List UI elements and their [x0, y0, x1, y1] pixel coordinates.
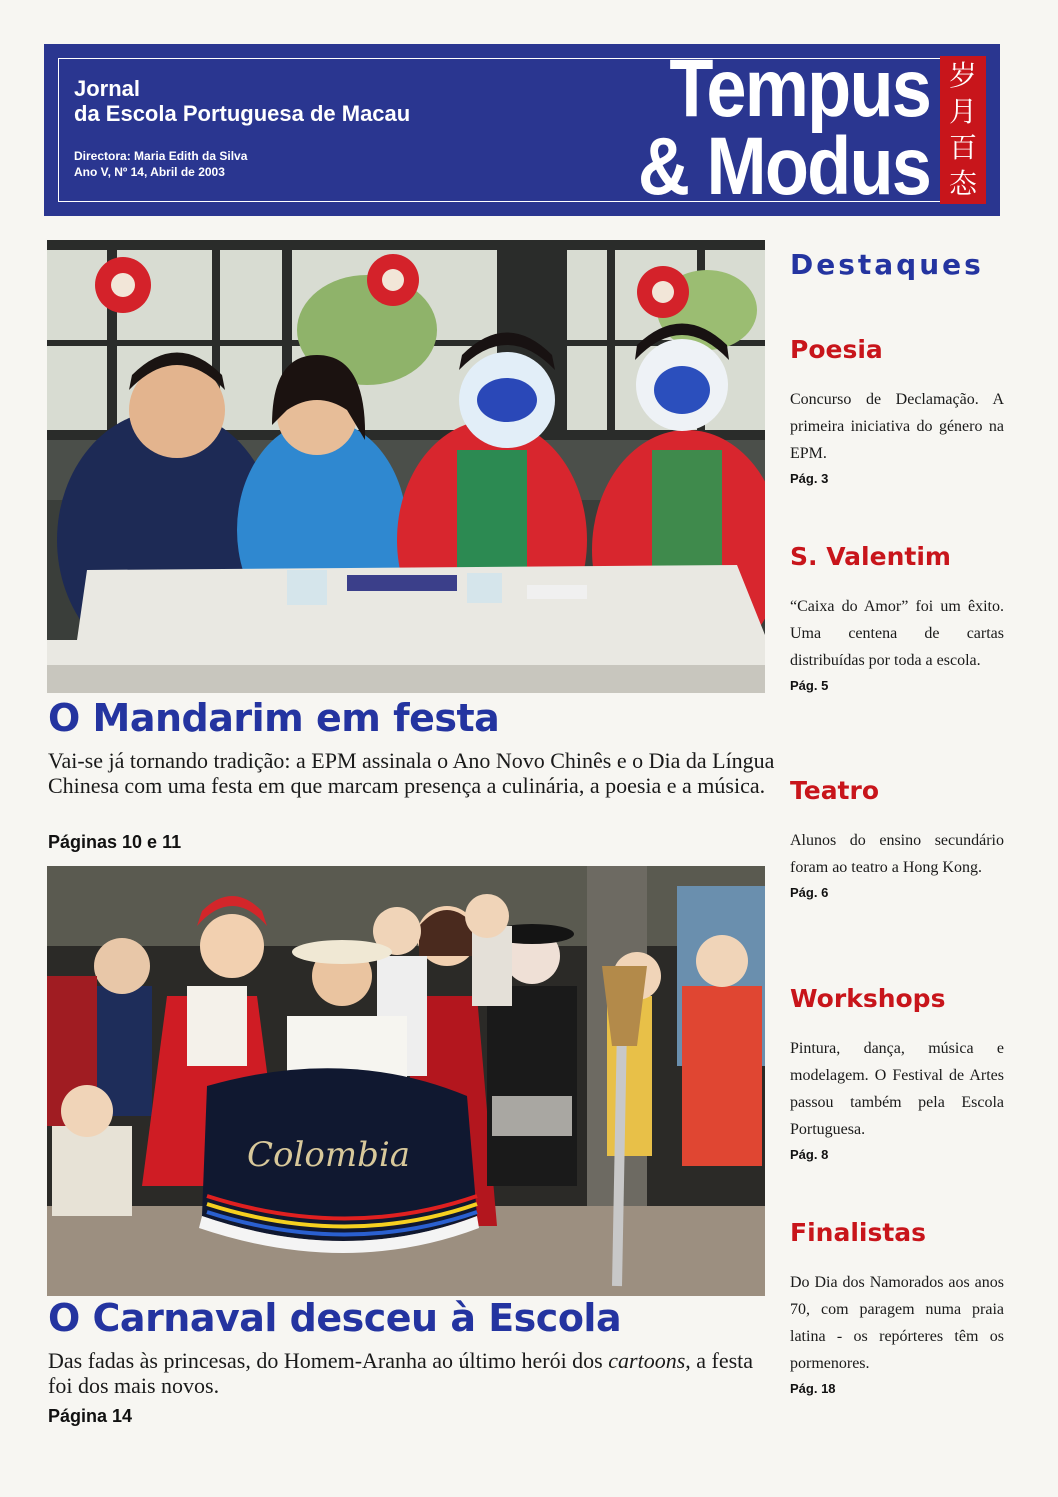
chinese-char: 百 [948, 131, 977, 164]
school-name: da Escola Portuguesa de Macau [74, 101, 411, 126]
highlight-poesia [790, 335, 1004, 486]
highlight-heading: Workshops [790, 984, 946, 1013]
highlight-page: Pág. 8 [790, 1147, 829, 1162]
highlight-page: Pág. 3 [790, 471, 829, 486]
highlight-page: Pág. 18 [790, 1381, 836, 1396]
chinese-char: 月 [948, 95, 977, 128]
story2-page-ref: Página 14 [48, 1406, 133, 1426]
highlight-text: Do Dia dos Namorados aos anos 70, com paragem numa praia latina - os repórteres têm os pormenores. [790, 1274, 1004, 1372]
story1-headline: O Mandarim em festa [48, 696, 500, 740]
highlight-heading: Poesia [790, 335, 883, 364]
director-line: Directora: Maria Edith da Silva [74, 149, 248, 163]
highlight-text: Alunos do ensino secundário foram ao teatro a Hong Kong. [790, 832, 1004, 876]
story2-headline: O Carnaval desceu à Escola [48, 1296, 622, 1340]
highlight-heading: Teatro [790, 776, 880, 805]
highlights-title: Destaques [790, 248, 984, 281]
issue-line: Ano V, Nº 14, Abril de 2003 [74, 165, 225, 179]
highlight-workshops [790, 984, 1004, 1162]
highlight-s-valentim [790, 542, 1004, 693]
chinese-title-box [940, 56, 986, 204]
highlight-text: Pintura, dança, música e modelagem. O Festival de Artes passou também pela Escola Portuguesa. [790, 1040, 1004, 1138]
title-line-1: Tempus [669, 43, 930, 134]
highlight-text: Concurso de Declamação. A primeira iniciativa do género na EPM. [790, 391, 1004, 462]
title-line-2: & Modus [637, 121, 930, 212]
carnival-photo [47, 866, 765, 1296]
masthead [44, 44, 1000, 216]
highlights-sidebar [790, 240, 1004, 1396]
story2-lead: Das fadas às princesas, do Homem-Aranha ao último herói dos cartoons, a festa foi dos mais novos. [48, 1348, 754, 1398]
mandarin-festival-photo [47, 240, 765, 693]
highlight-finalistas [790, 1218, 1004, 1396]
story1-page-ref: Páginas 10 e 11 [48, 832, 182, 852]
newspaper-title [637, 43, 930, 212]
highlight-text: “Caixa do Amor” foi um êxito. Uma centena de cartas distribuídas por toda a escola. [790, 598, 1004, 669]
journal-label: Jornal [74, 76, 141, 101]
masthead-info [74, 76, 410, 180]
highlight-page: Pág. 6 [790, 885, 829, 900]
highlight-heading: S. Valentim [790, 542, 951, 571]
highlight-page: Pág. 5 [790, 678, 829, 693]
highlight-teatro [790, 776, 1004, 900]
skirt-text: Colombia [247, 1135, 410, 1175]
chinese-char: 岁 [948, 59, 977, 92]
story1-lead: Vai-se já tornando tradição: a EPM assinala o Ano Novo Chinês e o Dia da Língua Chinesa com uma festa em que marcam presença a culinária, a poesia e a música. [48, 748, 775, 798]
highlight-heading: Finalistas [790, 1218, 927, 1247]
chinese-char: 态 [948, 167, 977, 200]
